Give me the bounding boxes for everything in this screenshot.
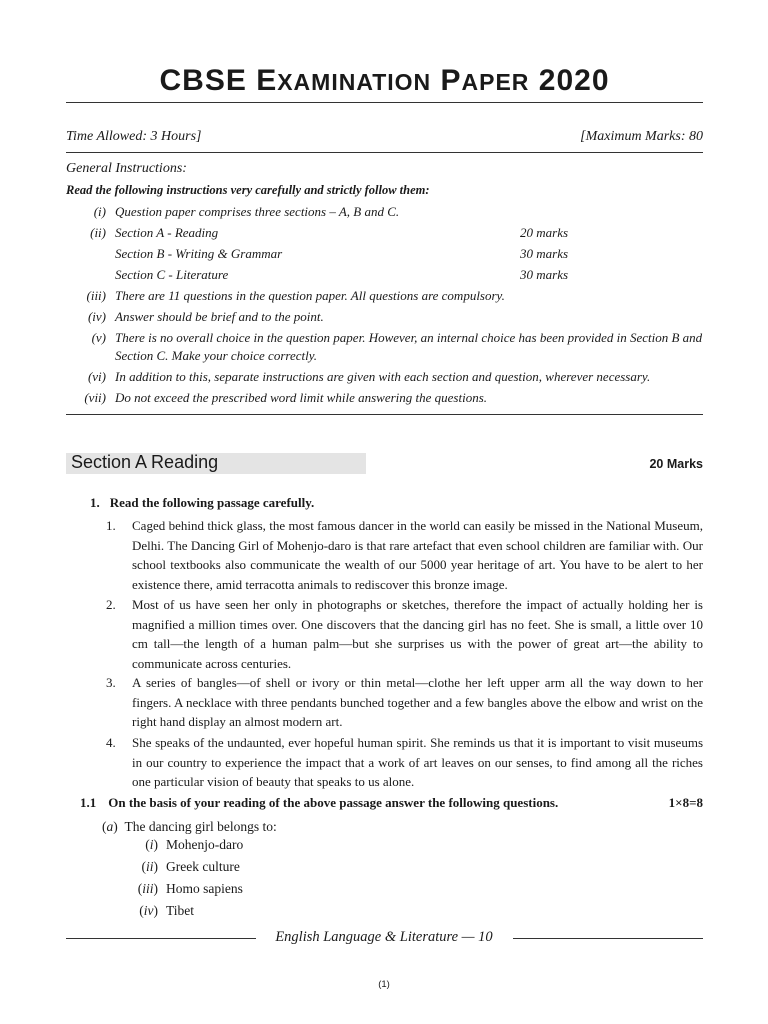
question-1: 1. Read the following passage carefully. [90,495,315,510]
passage-paragraph: 2. Most of us have seen her only in photographs or sketches, therefore the impact of actually holding her is magnified a million times over. One discovers that the dancing girl has no feet. She is small, a little over 10 cm tall—the length of a human palm—but she surprises us with the power of great art—the ability to communicate across centuries. [106,597,703,671]
question-marks: 1×8=8 [668,795,703,810]
header-rule [66,152,703,153]
instructions-rule [66,414,703,415]
option-item: (iii) Homo sapiens [137,881,243,896]
title-initial: P [440,64,462,97]
option-item: (iv) Tibet [139,903,195,918]
question-a: (a) The dancing girl belongs to: [102,819,277,834]
passage-paragraph: 4. She speaks of the undaunted, ever hopeful human spirit. She reminds us that it is important to visit museums in our country to experience the impact that a work of art leaves on our senses, to find among all the riches one particular vision of beauty that speaks to us alone. [106,735,703,789]
page-title: CBSE EXAMINATION PAPER 2020 [159,64,610,97]
section-title: Section A Reading [71,452,219,472]
title-word-examination [256,64,431,97]
footer-text: English Language & Literature — 10 [275,929,493,945]
title-rule [66,102,703,103]
option-item: (ii) Greek culture [141,859,240,874]
title-rest: XAMINATION [277,69,432,95]
exam-page: CBSE EXAMINATION PAPER 2020 Time Allowed: 3 Hours] [Maximum Marks: 80 General Instructions: Read the following instructions very carefully and strictly follow them: (i) Question paper comprises three sections – A, B and C. (ii) Section A - Reading 20 marks Section B - Writing & Grammar 30 marks Section C - Literature 30 marks (iii) There are 11 questions in the question paper. All questions are compulsory. (iv) Answer should be brief and to the point. (v) There is no overall choice in the question paper. However, an internal choice has been provided in Section B and Section C. Make your choice correctly. (vi) In addition to this, separate instructions are given with each section and question, wherever necessary. (vii) Do not exceed the prescribed word limit while answering the questions. Section A Reading 20 Marks 1. Read the following passage carefully. 1. Caged behind thick glass, the most famous dancer in the world can easily be missed in the National Museum, Delhi. The Dancing Girl of Mohenjo-daro is that rare artefact that even school children are familiar with. Our school textbooks also communicate the wealth of our 5000 year heritage of art. You have to be alert to her existence there, amid terracotta animals to rediscover this bronze image. 2. Most of us have seen her only in photographs or sketches, therefore the impact of actually holding her is magnified a million times over. One discovers that the dancing girl has no feet. She is small, a little over 10 cm tall—the length of a human palm—but she surprises us with the power of great art—the ability to communicate across centuries. 3. A series of bangles—of shell or ivory or thin metal—clothe her left upper arm all the way down to her fingers. A necklace with three pendants bunched together and a few bangles above the elbow and wrist on the right hand display an almost modern art. 4. She speaks of the undaunted, ever hopeful human spirit. She reminds us that it is important to visit museums in our country to experience the impact that a work of art leaves on our senses, to find among all the riches one particular vision of beauty that speaks to us alone. 1.1 On the basis of your reading of the above passage answer the following questions. 1×8=8 (a) The dancing girl belongs to: (i) Mohenjo-daro (ii) Greek culture (iii) Homo sapiens (iv) Tibet English Language & Literature — 10 (1) [0,0,768,1024]
title-rest: APER [461,69,530,95]
passage-paragraph: 1. Caged behind thick glass, the most famous dancer in the world can easily be missed in the National Museum, Delhi. The Dancing Girl of Mohenjo-daro is that rare artefact that even school children are familiar with. Our school textbooks also communicate the wealth of our 5000 year heritage of art. You have to be alert to her existence there, amid terracotta animals to rediscover this bronze image. [106,518,703,592]
footer-rule-right [513,938,703,939]
maximum-marks: [Maximum Marks: 80 [580,129,703,144]
instructions-subheading: Read the following instructions very carefully and strictly follow them: [66,183,430,197]
section-marks: 20 Marks [649,457,703,471]
title-initial: E [256,64,278,97]
title-word-paper [441,64,530,97]
instructions-heading: General Instructions: [66,161,187,176]
time-allowed: Time Allowed: 3 Hours] [66,129,202,144]
question-1-1: 1.1 On the basis of your reading of the above passage answer the following questions. 1×8=8 [80,795,703,810]
option-item: (i) Mohenjo-daro [145,837,244,852]
page-number: (1) [378,979,390,990]
passage-paragraph: 3. A series of bangles—of shell or ivory or thin metal—clothe her left upper arm all the way down to her fingers. A necklace with three pendants bunched together and a few bangles above the elbow and wrist on the right hand display an almost modern art. [106,675,703,729]
